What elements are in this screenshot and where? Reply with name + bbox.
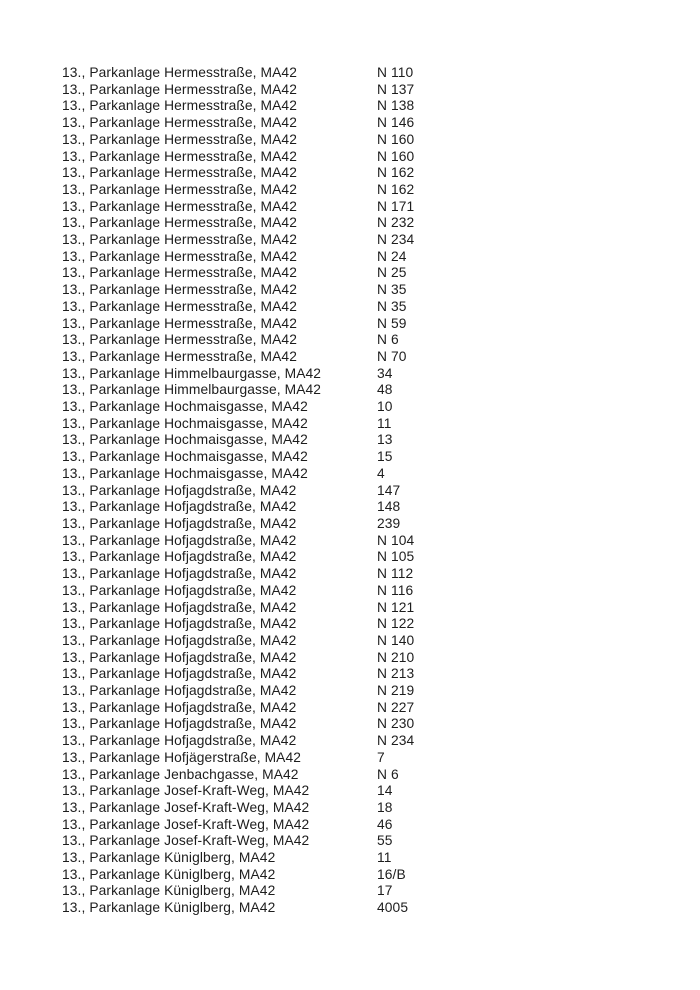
designation-cell: N 6 (377, 332, 399, 348)
location-cell: 13., Parkanlage Hermesstraße, MA42 (62, 315, 297, 331)
location-cell: 13., Parkanlage Hermesstraße, MA42 (62, 348, 297, 364)
table-row (62, 282, 414, 299)
location-cell: 13., Parkanlage Hermesstraße, MA42 (62, 181, 297, 197)
location-cell: 13., Parkanlage Hofjagdstraße, MA42 (62, 599, 297, 615)
location-cell: 13., Parkanlage Himmelbaurgasse, MA42 (62, 382, 322, 398)
table-row (62, 65, 414, 82)
location-cell: 13., Parkanlage Hofjagdstraße, MA42 (62, 683, 297, 699)
designation-cell: 34 (377, 365, 393, 381)
table-row (62, 733, 414, 750)
table-row (62, 650, 414, 667)
designation-cell: N 138 (377, 98, 415, 114)
location-cell: 13., Parkanlage Hermesstraße, MA42 (62, 165, 297, 181)
designation-cell: N 122 (377, 616, 415, 632)
location-cell: 13., Parkanlage Hermesstraße, MA42 (62, 332, 297, 348)
designation-cell: N 232 (377, 215, 415, 231)
designation-cell: N 24 (377, 248, 407, 264)
location-cell: 13., Parkanlage Hofjagdstraße, MA42 (62, 482, 297, 498)
table-row (62, 265, 414, 282)
designation-cell: 48 (377, 382, 393, 398)
location-cell: 13., Parkanlage Hochmaisgasse, MA42 (62, 449, 308, 465)
table-row (62, 833, 414, 850)
location-cell: 13., Parkanlage Küniglberg, MA42 (62, 883, 276, 899)
table-row (62, 850, 414, 867)
location-cell: 13., Parkanlage Himmelbaurgasse, MA42 (62, 365, 322, 381)
location-cell: 13., Parkanlage Hofjagdstraße, MA42 (62, 716, 297, 732)
location-cell: 13., Parkanlage Hermesstraße, MA42 (62, 232, 297, 248)
table-row (62, 82, 414, 99)
table-row (62, 700, 414, 717)
location-cell: 13., Parkanlage Hofjagdstraße, MA42 (62, 649, 297, 665)
designation-cell: N 35 (377, 282, 407, 298)
designation-cell: N 234 (377, 733, 415, 749)
location-cell: 13., Parkanlage Hermesstraße, MA42 (62, 98, 297, 114)
designation-cell: 147 (377, 482, 401, 498)
table-row (62, 817, 414, 834)
location-cell: 13., Parkanlage Hermesstraße, MA42 (62, 198, 297, 214)
table-row (62, 583, 414, 600)
location-cell: 13., Parkanlage Hermesstraße, MA42 (62, 81, 297, 97)
table-row (62, 750, 414, 767)
designation-cell: 4005 (377, 900, 409, 916)
designation-cell: 239 (377, 515, 401, 531)
location-cell: 13., Parkanlage Hofjagdstraße, MA42 (62, 582, 297, 598)
location-cell: 13., Parkanlage Hochmaisgasse, MA42 (62, 465, 308, 481)
designation-cell: N 104 (377, 532, 415, 548)
table-row (62, 382, 414, 399)
designation-cell: N 116 (377, 582, 414, 598)
location-cell: 13., Parkanlage Josef-Kraft-Weg, MA42 (62, 783, 310, 799)
designation-cell: 16/B (377, 866, 406, 882)
designation-cell: 13 (377, 432, 393, 448)
designation-cell: N 140 (377, 632, 415, 648)
designation-cell: 46 (377, 816, 393, 832)
table-row (62, 182, 414, 199)
location-cell: 13., Parkanlage Küniglberg, MA42 (62, 900, 276, 916)
table-row (62, 366, 414, 383)
location-cell: 13., Parkanlage Küniglberg, MA42 (62, 850, 276, 866)
table-row (62, 716, 414, 733)
table-row (62, 399, 414, 416)
location-cell: 13., Parkanlage Hofjagdstraße, MA42 (62, 666, 297, 682)
designation-cell: 11 (377, 850, 392, 866)
table-row (62, 616, 414, 633)
designation-cell: 7 (377, 749, 385, 765)
location-cell: 13., Parkanlage Küniglberg, MA42 (62, 866, 276, 882)
designation-cell: N 6 (377, 766, 399, 782)
location-cell: 13., Parkanlage Hofjagdstraße, MA42 (62, 515, 297, 531)
location-cell: 13., Parkanlage Josef-Kraft-Weg, MA42 (62, 799, 310, 815)
designation-cell: 11 (377, 415, 392, 431)
designation-cell: N 213 (377, 666, 415, 682)
table-row (62, 633, 414, 650)
designation-cell: N 110 (377, 65, 414, 80)
designation-cell: 4 (377, 465, 385, 481)
designation-cell: N 162 (377, 181, 415, 197)
location-cell: 13., Parkanlage Josef-Kraft-Weg, MA42 (62, 833, 310, 849)
table-row (62, 800, 414, 817)
designation-cell: 10 (377, 399, 393, 415)
location-cell: 13., Parkanlage Hofjagdstraße, MA42 (62, 699, 297, 715)
designation-cell: N 219 (377, 683, 415, 699)
location-cell: 13., Parkanlage Hermesstraße, MA42 (62, 115, 297, 131)
location-cell: 13., Parkanlage Hermesstraße, MA42 (62, 148, 297, 164)
location-cell: 13., Parkanlage Jenbachgasse, MA42 (62, 766, 299, 782)
table-row (62, 783, 414, 800)
designation-cell: N 160 (377, 148, 415, 164)
table-row (62, 199, 414, 216)
table-row (62, 516, 414, 533)
table-row (62, 132, 414, 149)
location-cell: 13., Parkanlage Hofjagdstraße, MA42 (62, 733, 297, 749)
designation-cell: N 162 (377, 165, 415, 181)
location-cell: 13., Parkanlage Hermesstraße, MA42 (62, 215, 297, 231)
designation-cell: 55 (377, 833, 393, 849)
table-row (62, 900, 414, 917)
table-row (62, 883, 414, 900)
table-row (62, 683, 414, 700)
location-cell: 13., Parkanlage Hermesstraße, MA42 (62, 65, 297, 80)
location-cell: 13., Parkanlage Hermesstraße, MA42 (62, 248, 297, 264)
designation-cell: 148 (377, 499, 401, 515)
table-row (62, 98, 414, 115)
designation-cell: 18 (377, 799, 393, 815)
designation-cell: N 227 (377, 699, 415, 715)
designation-cell: N 210 (377, 649, 415, 665)
location-cell: 13., Parkanlage Hofjagdstraße, MA42 (62, 566, 297, 582)
designation-cell: 14 (377, 783, 393, 799)
table-row (62, 215, 414, 232)
table-row (62, 466, 414, 483)
table-row (62, 332, 414, 349)
location-cell: 13., Parkanlage Hofjägerstraße, MA42 (62, 749, 302, 765)
location-cell: 13., Parkanlage Hochmaisgasse, MA42 (62, 432, 308, 448)
designation-cell: N 59 (377, 315, 407, 331)
location-cell: 13., Parkanlage Hofjagdstraße, MA42 (62, 499, 297, 515)
table-row (62, 432, 414, 449)
location-cell: 13., Parkanlage Hofjagdstraße, MA42 (62, 532, 297, 548)
table-row (62, 349, 414, 366)
location-cell: 13., Parkanlage Hermesstraße, MA42 (62, 282, 297, 298)
location-cell: 13., Parkanlage Hermesstraße, MA42 (62, 265, 297, 281)
designation-cell: N 160 (377, 131, 415, 147)
designation-cell: N 234 (377, 232, 415, 248)
table-row (62, 115, 414, 132)
designation-cell: N 35 (377, 298, 407, 314)
location-cell: 13., Parkanlage Hochmaisgasse, MA42 (62, 399, 308, 415)
designation-cell: N 146 (377, 115, 415, 131)
table-row (62, 533, 414, 550)
designation-cell: N 121 (377, 599, 415, 615)
table-row (62, 249, 414, 266)
designation-cell: N 112 (377, 566, 414, 582)
table-row (62, 666, 414, 683)
designation-cell: N 70 (377, 348, 407, 364)
designation-cell: N 230 (377, 716, 415, 732)
table-row (62, 499, 414, 516)
location-cell: 13., Parkanlage Hofjagdstraße, MA42 (62, 549, 297, 565)
location-cell: 13., Parkanlage Hermesstraße, MA42 (62, 131, 297, 147)
designation-cell: 17 (377, 883, 393, 899)
table-row (62, 483, 414, 500)
location-cell: 13., Parkanlage Hofjagdstraße, MA42 (62, 632, 297, 648)
table-row (62, 416, 414, 433)
location-cell: 13., Parkanlage Hochmaisgasse, MA42 (62, 415, 308, 431)
designation-cell: N 171 (377, 198, 415, 214)
location-cell: 13., Parkanlage Hermesstraße, MA42 (62, 298, 297, 314)
location-cell: 13., Parkanlage Josef-Kraft-Weg, MA42 (62, 816, 310, 832)
park-location-list (62, 65, 414, 917)
location-cell: 13., Parkanlage Hofjagdstraße, MA42 (62, 616, 297, 632)
table-row (62, 449, 414, 466)
table-row (62, 867, 414, 884)
table-row (62, 566, 414, 583)
table-row (62, 316, 414, 333)
table-row (62, 165, 414, 182)
designation-cell: 15 (377, 449, 393, 465)
table-row (62, 149, 414, 166)
designation-cell: N 105 (377, 549, 415, 565)
table-row (62, 299, 414, 316)
designation-cell: N 25 (377, 265, 407, 281)
table-row (62, 600, 414, 617)
table-row (62, 767, 414, 784)
table-row (62, 549, 414, 566)
table-row (62, 232, 414, 249)
designation-cell: N 137 (377, 81, 415, 97)
